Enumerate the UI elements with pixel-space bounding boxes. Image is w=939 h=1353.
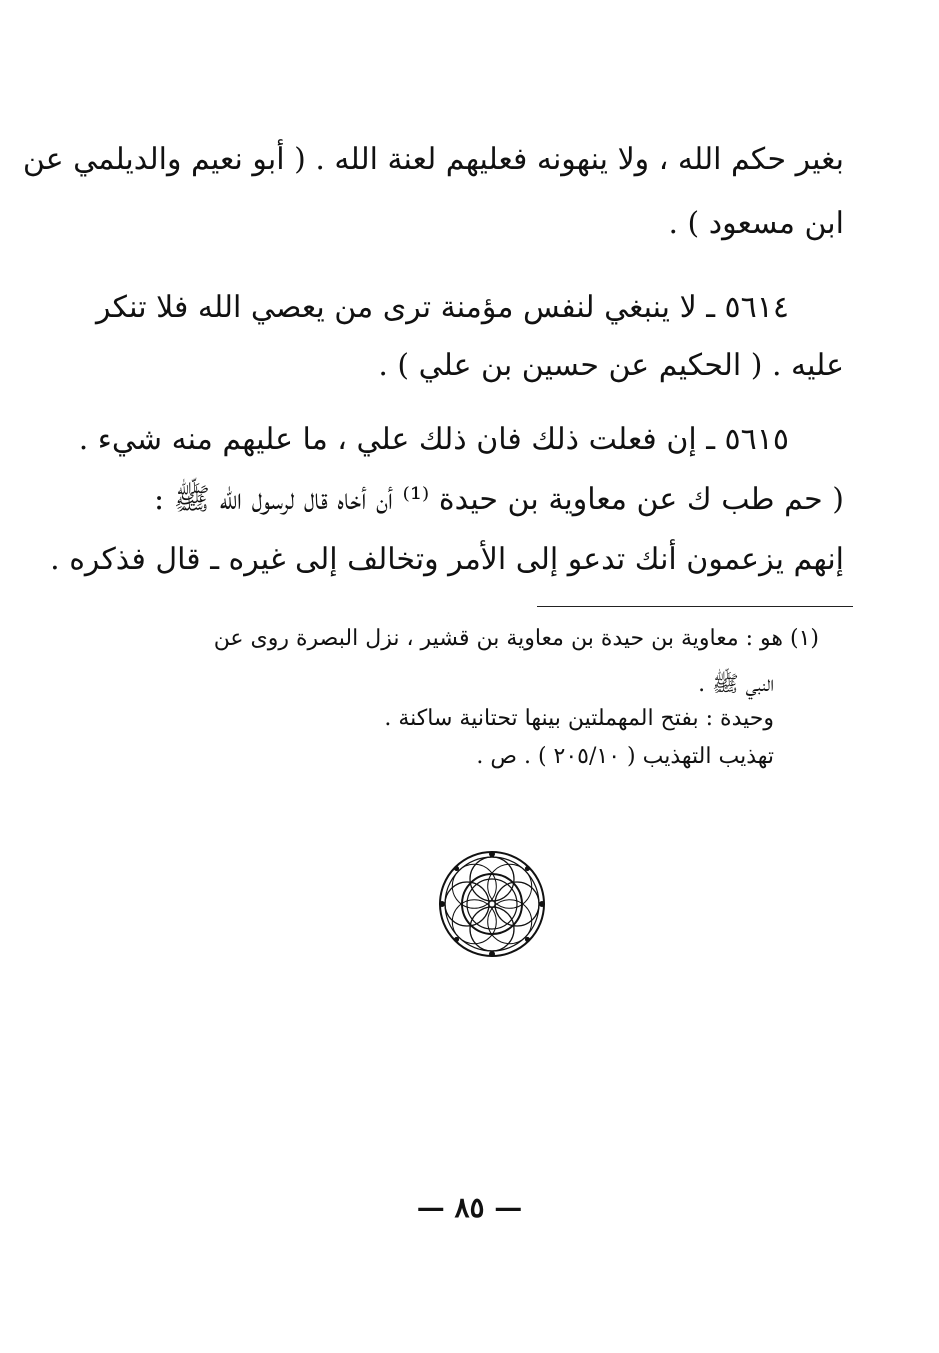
hadith-5614-line-1: ٥٦١٤ ـ لا ينبغي لنفس مؤمنة ترى من يعصي الله فلا تنكر — [96, 290, 789, 325]
footnote-line-1: (١) هو : معاوية بن حيدة بن معاوية بن قشير ، نزل البصرة روى عن — [213, 626, 819, 651]
circular-knot-ornament-icon — [436, 848, 548, 960]
page-number: — ٨٥ — — [416, 1191, 523, 1224]
footnote-line-4: تهذيب التهذيب ( ٢٠٥/١٠ ) . ص . — [476, 744, 774, 769]
hadith-5615-line-2: ( حم طب ك عن معاوية بن حيدة ⁽¹⁾ أن أخاه قال لرسول الله ﷺ : — [154, 482, 844, 517]
footnote-line-3: وحيدة : بفتح المهملتين بينها تحتانية ساكنة . — [384, 706, 774, 731]
hadith-5615-line-1: ٥٦١٥ ـ إن فعلت ذلك فان ذلك علي ، ما عليهم منه شيء . — [78, 422, 789, 457]
text-line-1: بغير حكم الله ، ولا ينهونه فعليهم لعنة الله . ( أبو نعيم والديلمي عن — [22, 142, 844, 177]
hadith-5614-line-2: عليه . ( الحكيم عن حسين بن علي ) . — [378, 348, 844, 383]
footnote-line-2: النبي ﷺ . — [698, 672, 774, 697]
hadith-5615-line-3: إنهم يزعمون أنك تدعو إلى الأمر وتخالف إلى غيره ـ قال فذكره . — [50, 542, 844, 577]
footnote-divider — [537, 606, 853, 607]
text-line-2: ابن مسعود ) . — [668, 206, 844, 241]
